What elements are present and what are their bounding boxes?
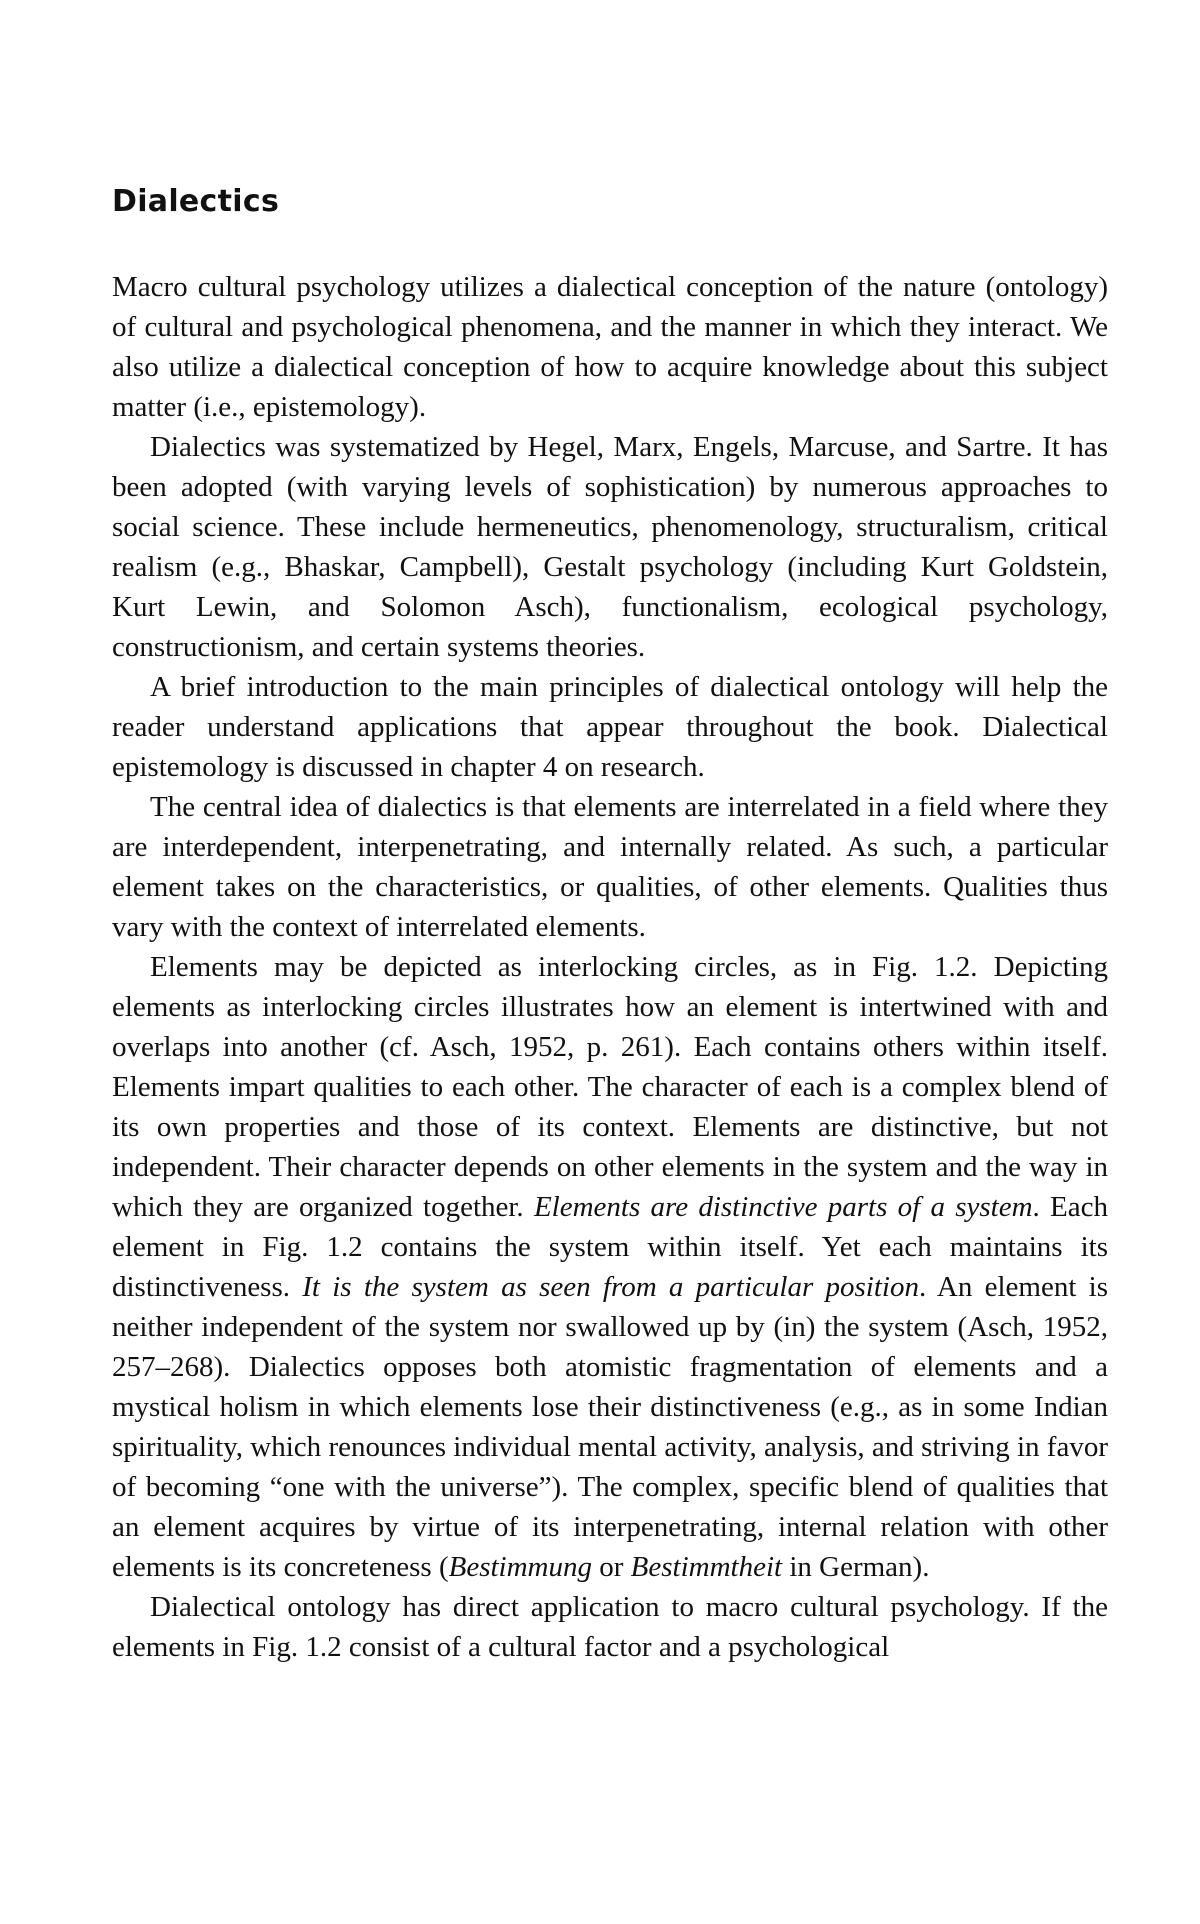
document-page [112,178,1108,1667]
paragraph-text: A brief introduction to the main principles of dialectical ontology will help the reader understand applications that appear throughout the book. Dialectical epistemology is discussed in chapter 4 on research. [112,671,1108,783]
paragraph-5 [112,947,1108,1587]
italic-phrase: It is the system as seen from a particular position [302,1271,919,1303]
italic-phrase: Elements are distinctive parts of a system [533,1191,1033,1223]
paragraph-text: or [592,1551,631,1583]
section-heading: Dialectics [112,184,280,219]
paragraph-3 [112,667,1108,787]
paragraph-6 [112,1587,1108,1667]
paragraph-text: in German). [782,1551,930,1583]
paragraph-text: Elements may be depicted as interlocking circles, as in Fig. 1.2. Depicting elements as interlocking circles illustrates how an element is intertwined with and overlaps into another (cf. Asch, 1952, p. 261). Each contains others within itself. Elements impart qualities to each other. The character of each is a complex blend of its own properties and those of its context. Elements are distinctive, but not independent. Their character depends on other elements in the system and the way in which they are organized together. [112,951,1108,1223]
paragraph-text: The central idea of dialectics is that elements are interrelated in a field where they are interdependent, interpenetrating, and internally related. As such, a particular element takes on the characteristics, or qualities, of other elements. Qualities thus vary with the context of interrelated elements. [112,791,1108,943]
paragraph-2 [112,427,1108,667]
italic-term: Bestimmtheit [630,1551,783,1583]
paragraph-text: Macro cultural psychology utilizes a dialectical conception of the nature (ontology) of cultural and psychological phenomena, and the manner in which they interact. We also utilize a dialectical conception of how to acquire knowledge about this subject matter (i.e., epistemology). [112,271,1108,423]
italic-term: Bestimmung [448,1551,592,1583]
paragraph-text: . An element is neither independent of the system nor swallowed up by (in) the system (Asch, 1952, 257–268). Dialectics opposes both atomistic fragmentation of elements and a mystical holism in which elements lose their distinctiveness (e.g., as in some Indian spirituality, which renounces individual mental activity, analysis, and striving in favor of becoming “one with the universe”). The complex, specific blend of qualities that an element acquires by virtue of its interpenetrating, internal relation with other elements is its concreteness ( [112,1271,1108,1583]
paragraph-text: Dialectics was systematized by Hegel, Marx, Engels, Marcuse, and Sartre. It has been adopted (with varying levels of sophistication) by numerous approaches to social science. These include hermeneutics, phenomenology, structuralism, critical realism (e.g., Bhaskar, Campbell), Gestalt psychology (including Kurt Goldstein, Kurt Lewin, and Solomon Asch), functionalism, ecological psychology, constructionism, and certain systems theories. [112,431,1108,663]
paragraph-4 [112,787,1108,947]
paragraph-text: . Each element in Fig. 1.2 contains the system within itself. Yet each maintains its distinctiveness. [112,1191,1108,1303]
body-text [112,267,1108,1667]
paragraph-1 [112,267,1108,427]
paragraph-text: Dialectical ontology has direct application to macro cultural psychology. If the elements in Fig. 1.2 consist of a cultural factor and a psychological [112,1591,1108,1663]
